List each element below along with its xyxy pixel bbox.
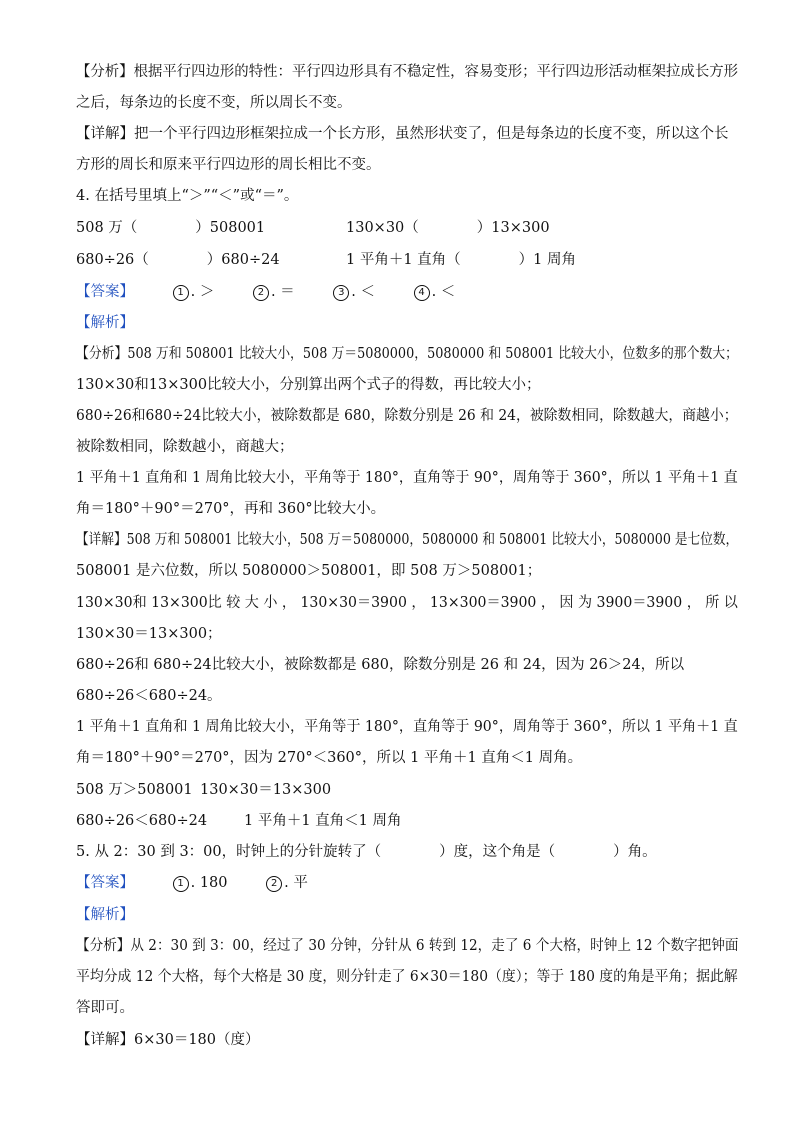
answer-item: 4 . ＜ bbox=[414, 282, 456, 302]
answer-row-q5 bbox=[76, 873, 308, 893]
result-line: 680÷26＜680÷24 bbox=[76, 813, 208, 829]
detail-line: 【详解】508 万和 508001 比较大小，508 万＝5080000，5080000 和 508001 比较大小，5080000 是七位数， bbox=[76, 532, 739, 548]
detail-line: 1 平角＋1 直角和 1 周角比较大小，平角等于 180°，直角等于 90°，周角等于 360°，所以 1 平角＋1 直 bbox=[76, 719, 738, 735]
result-line: 508 万＞508001 bbox=[76, 782, 193, 798]
analysis-line: 角＝180°＋90°＝270°，再和 360°比较大小。 bbox=[76, 501, 386, 517]
answer-row-q4 bbox=[76, 282, 455, 302]
explanation-label: 【解析】 bbox=[76, 315, 134, 331]
answer-item: 3 . ＜ bbox=[333, 282, 375, 302]
answer-item: 1 . 180 bbox=[173, 873, 228, 893]
detail-line: 方形的周长和原来平行四边形的周长相比不变。 bbox=[76, 157, 381, 173]
analysis-line: 【分析】根据平行四边形的特性：平行四边形具有不稳定性，容易变形；平行四边形活动框架拉成长方形 bbox=[76, 64, 738, 80]
analysis-line: 1 平角＋1 直角和 1 周角比较大小，平角等于 180°，直角等于 90°，周角等于 360°，所以 1 平角＋1 直 bbox=[76, 470, 738, 486]
explanation-label: 【解析】 bbox=[76, 907, 134, 923]
question-4-title: 4. 在括号里填上“＞”“＜”或“＝”。 bbox=[76, 188, 299, 204]
analysis-line: 平均分成 12 个大格，每个大格是 30 度，则分针走了 6×30＝180（度）；等于 180 度的角是平角；据此解 bbox=[76, 969, 738, 985]
question-4-item-c: 680÷26（ ）680÷24 bbox=[76, 252, 280, 268]
detail-line: 【详解】把一个平行四边形框架拉成一个长方形，虽然形状变了，但是每条边的长度不变，所以这个长 bbox=[76, 126, 729, 142]
question-4-item-b: 130×30（ ）13×300 bbox=[346, 220, 550, 236]
detail-line: 508001 是六位数，所以 5080000＞508001，即 508 万＞508001； bbox=[76, 563, 542, 579]
detail-line: 680÷26和 680÷24比较大小，被除数都是 680，除数分别是 26 和 24，因为 26＞24，所以 bbox=[76, 657, 685, 673]
answer-label: 【答案】 bbox=[76, 284, 134, 300]
detail-line: 角＝180°＋90°＝270°，因为 270°＜360°，所以 1 平角＋1 直角＜1 周角。 bbox=[76, 750, 583, 766]
detail-line: 130×30和 13×300比 较 大 小 ， 130×30＝3900 ， 13×300＝3900 ， 因 为 3900＝3900 ， 所 以 bbox=[76, 595, 738, 611]
answer-item: 2 . ＝ bbox=[253, 282, 295, 302]
detail-line: 130×30＝13×300； bbox=[76, 626, 222, 642]
analysis-line: 之后，每条边的长度不变，所以周长不变。 bbox=[76, 95, 352, 111]
analysis-line: 【分析】从 2：30 到 3：00，经过了 30 分钟，分针从 6 转到 12，走了 6 个大格，时钟上 12 个数字把钟面 bbox=[76, 938, 739, 954]
detail-line: 680÷26＜680÷24。 bbox=[76, 688, 222, 704]
analysis-line: 130×30和13×300比较大小，分别算出两个式子的得数，再比较大小； bbox=[76, 377, 541, 393]
answer-item: 1 . ＞ bbox=[173, 282, 215, 302]
detail-line: 【详解】6×30＝180（度） bbox=[76, 1032, 260, 1048]
result-line: 130×30＝13×300 bbox=[200, 782, 332, 798]
analysis-line: 680÷26和680÷24比较大小，被除数都是 680，除数分别是 26 和 24，被除数相同，除数越大，商越小； bbox=[76, 408, 738, 424]
analysis-line: 答即可。 bbox=[76, 1000, 134, 1016]
analysis-line: 被除数相同，除数越小，商越大； bbox=[76, 439, 294, 455]
answer-label: 【答案】 bbox=[76, 875, 134, 891]
result-line: 1 平角＋1 直角＜1 周角 bbox=[244, 813, 402, 829]
question-4-item-d: 1 平角＋1 直角（ ）1 周角 bbox=[346, 252, 577, 268]
answer-item: 2 . 平 bbox=[266, 873, 308, 893]
question-4-item-a: 508 万（ ）508001 bbox=[76, 220, 266, 236]
question-5-title: 5. 从 2：30 到 3：00，时钟上的分针旋转了（ ）度，这个角是（ ）角。 bbox=[76, 844, 657, 860]
analysis-line: 【分析】508 万和 508001 比较大小，508 万＝5080000，5080000 和 508001 比较大小，位数多的那个数大； bbox=[76, 346, 738, 362]
